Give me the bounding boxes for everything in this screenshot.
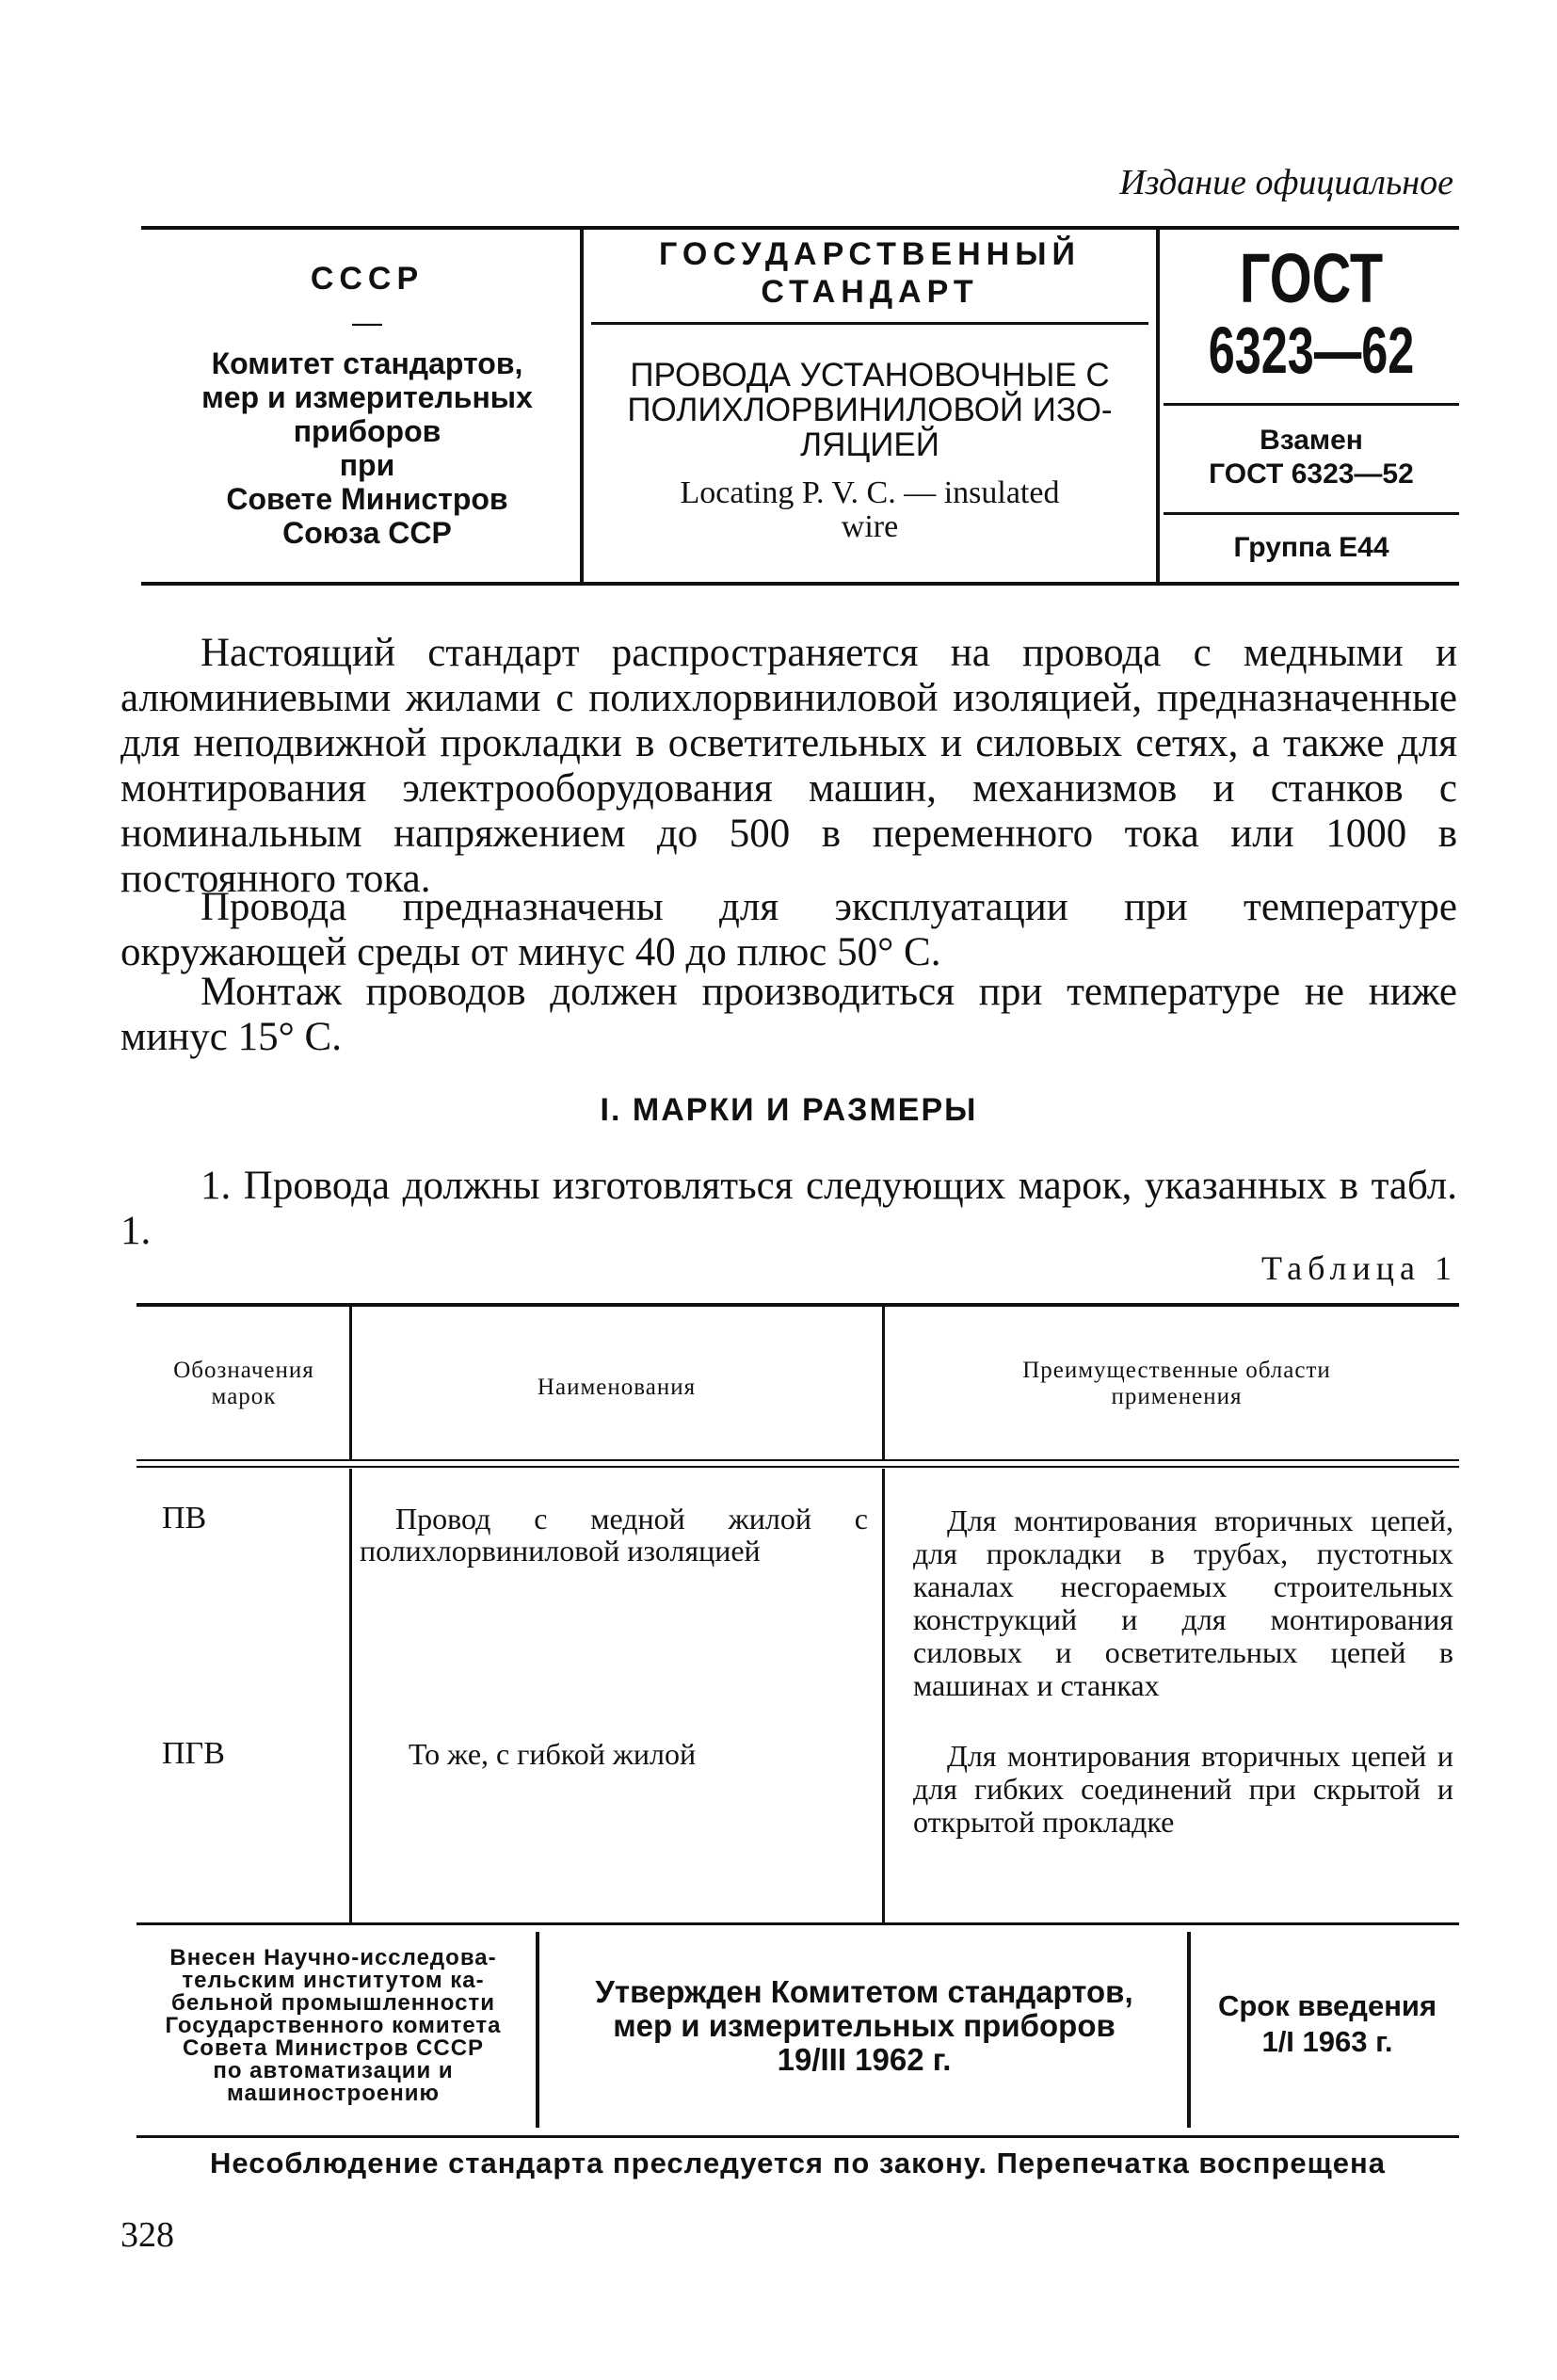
table-header-mark: Обозначения марок xyxy=(173,1358,314,1409)
gost-number: 6323—62 xyxy=(1208,314,1415,387)
group-code: Группа Е44 xyxy=(1233,532,1389,563)
header-divider-2 xyxy=(1156,230,1160,582)
table-row-mark: ПВ xyxy=(162,1501,207,1536)
page-number: 328 xyxy=(120,2215,174,2255)
header-right-rule-1 xyxy=(1164,403,1459,406)
table-header-name: Наименования xyxy=(537,1375,697,1400)
table-header-rule-2 xyxy=(136,1466,1459,1468)
footer-bottom-rule xyxy=(136,2135,1459,2138)
approved-by: Утвержден Комитетом стандартов, мер и измерительных приборов 19/III 1962 г. xyxy=(595,1974,1133,2077)
header-bottom-rule xyxy=(141,582,1459,586)
table-col-divider-1b xyxy=(349,1469,352,1922)
standard-title: ПРОВОДА УСТАНОВОЧНЫЕ С ПОЛИХЛОРВИНИЛОВОЙ ИЗО- ЛЯЦИЕЙ xyxy=(627,357,1113,463)
effective-date: Срок введения 1/I 1963 г. xyxy=(1217,1989,1437,2058)
table-header-rule-1 xyxy=(136,1459,1459,1461)
table-row-name: Провод с медной жилой с полихлорвиниловой изоляцией xyxy=(360,1502,868,1568)
gost-label: ГОСТ xyxy=(1239,239,1384,317)
header-center-rule xyxy=(591,322,1148,325)
introduced-by: Внесен Научно-исследова- тельским институтом ка- бельной промышленности Государственного комитета Совета Министров СССР по автоматизации и машиностроению xyxy=(165,1945,502,2106)
table-header-application: Преимущественные области применения xyxy=(1022,1358,1331,1409)
header-divider-1 xyxy=(580,230,584,582)
table-row-mark: ПГВ xyxy=(162,1736,225,1771)
standard-title-english: Locating P. V. C. — insulated wire xyxy=(680,475,1060,544)
header-issuer: СССР — Комитет стандартов, мер и измерительных приборов при Совете Министров Союза ССР xyxy=(201,261,533,550)
standard-type: ГОСУДАРСТВЕННЫЙ СТАНДАРТ xyxy=(659,236,1081,310)
table-row-name: То же, с гибкой жилой xyxy=(409,1737,697,1771)
table-col-divider-2b xyxy=(882,1469,885,1922)
paragraph-marks: 1. Провода должны изготовляться следующих марок, указанных в табл. 1. xyxy=(120,1164,1457,1253)
paragraph-installation: Монтаж проводов должен производиться при температуре не ниже минус 15° С. xyxy=(120,970,1457,1059)
table-col-divider-2a xyxy=(882,1307,885,1459)
replaces-standard: Взамен ГОСТ 6323—52 xyxy=(1209,425,1414,490)
section-title: I. МАРКИ И РАЗМЕРЫ xyxy=(600,1092,978,1128)
table-row-application: Для монтирования вторичных цепей, для прокладки в трубах, пустотных каналах несгораемых строительных конструкций и для монтирования силовых и осветительных цепей в машинах и станках xyxy=(913,1504,1453,1702)
table-row-application: Для монтирования вторичных цепей и для гибких соединений при скрытой и открытой прокладке xyxy=(913,1739,1453,1839)
copyright-notice: Несоблюдение стандарта преследуется по закону. Перепечатка воспрещена xyxy=(209,2147,1387,2179)
footer-divider-2 xyxy=(1187,1932,1191,2128)
edition-label: Издание официальное xyxy=(1119,163,1453,202)
table-caption: Таблица 1 xyxy=(1261,1249,1457,1287)
table-bottom-rule xyxy=(136,1922,1459,1925)
header-right-rule-2 xyxy=(1164,512,1459,515)
header-top-rule xyxy=(141,226,1459,230)
table-col-divider-1a xyxy=(349,1307,352,1459)
paragraph-scope: Настоящий стандарт распространяется на провода с медными и алюминиевыми жилами с полихлорвиниловой изоляцией, предназначенные для неподвижной прокладки в осветительных и силовых сетях, а также для монтирования электрооборудования машин, механизмов и станков с номинальным напряжением до 500 в переменного тока или 1000 в постоянного тока. xyxy=(120,631,1457,901)
table-top-rule xyxy=(136,1303,1459,1307)
paragraph-temperature: Провода предназначены для эксплуатации при температуре окружающей среды от минус 40 до плюс 50° С. xyxy=(120,885,1457,974)
footer-divider-1 xyxy=(536,1932,539,2128)
